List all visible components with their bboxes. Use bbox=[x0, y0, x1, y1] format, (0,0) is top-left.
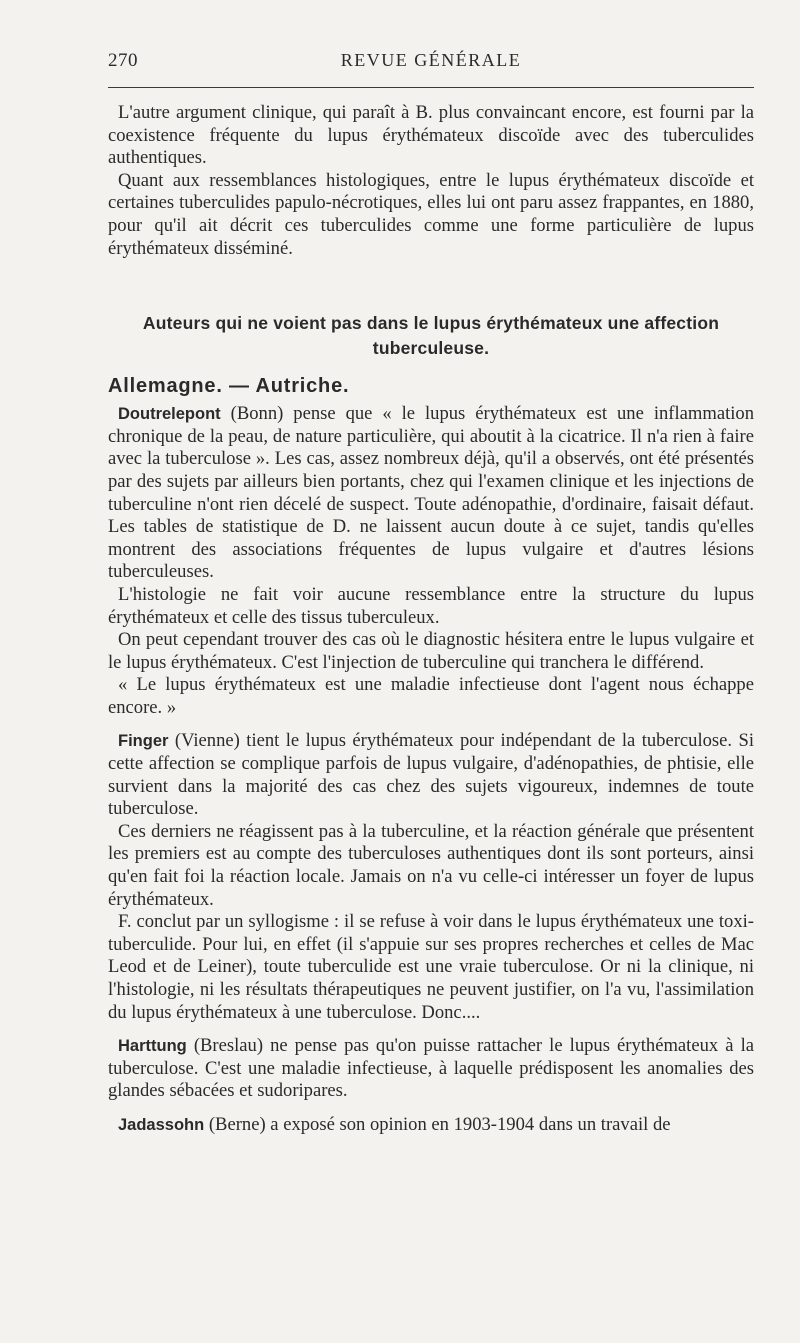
author-name-harttung: Harttung bbox=[118, 1037, 187, 1056]
paragraph-harttung bbox=[108, 1035, 754, 1103]
author-name-doutrelepont: Doutrelepont bbox=[118, 405, 221, 424]
paragraph-doutrelepont-histology: L'histologie ne fait voir aucune ressemblance entre la structure du lupus érythémateux et celle des tissus tuberculeux. bbox=[108, 583, 754, 628]
paragraph-doutrelepont-quote: « Le lupus érythémateux est une maladie infectieuse dont l'agent nous échappe encore. » bbox=[108, 674, 754, 718]
paragraph-jadassohn bbox=[108, 1114, 754, 1137]
author-name-jadassohn: Jadassohn bbox=[118, 1115, 205, 1134]
running-head bbox=[108, 50, 754, 76]
paragraph-doutrelepont-diagnosis: On peut cependant trouver des cas où le diagnostic hésitera entre le lupus vulgaire et le lupus érythémateux. C'est l'injection de tuberculine qui tranchera le différend. bbox=[108, 629, 754, 673]
header-rule bbox=[108, 87, 754, 88]
country-heading: Allemagne. — Autriche. bbox=[108, 375, 350, 398]
doutrelepont-text: (Bonn) pense que « le lupus érythémateux est une inflammation chronique de la peau, de nature particulière, qui aboutit à la cicatrice. Il n'a rien à faire avec la tuberculose ». Les cas, assez nombreux déjà, qu'il a observés, ont été présentés par des sujets par ailleurs bien portants, chez qui l'examen clinique et les injections de tuberculine n'ont rien décelé de suspect. Toute adénopathie, d'ordinaire, faisait défaut. Les tables de statistique de D. ne laissent aucun doute à ce sujet, tandis qu'elles montrent des associations fréquentes de lupus vulgaire et d'autres lésions tuberculeuses. bbox=[108, 403, 754, 583]
body-text bbox=[108, 102, 754, 1137]
jadassohn-text: (Berne) a exposé son opinion en 1903-1904 dans un travail de bbox=[208, 1113, 671, 1135]
paragraph-doutrelepont bbox=[108, 403, 754, 584]
page-number: 270 bbox=[108, 50, 138, 71]
author-name-finger: Finger bbox=[118, 732, 169, 751]
paragraph-finger-tuberculin: Ces derniers ne réagissent pas à la tuberculine, et la réaction générale que présentent les premiers est au compte des tuberculoses authentiques dont ils sont porteurs, ainsi qu'en fait foi la réaction locale. Jamais on n'a vu celle-ci intéresser un foyer de lupus érythémateux. bbox=[108, 820, 754, 910]
paragraph-finger bbox=[108, 730, 754, 820]
harttung-text: (Breslau) ne pense pas qu'on puisse rattacher le lupus érythémateux à la tuberculose. C'est une maladie infectieuse, à laquelle prédisposent les anomalies des glandes sébacées et sudoripares. bbox=[108, 1035, 754, 1102]
section-title: Auteurs qui ne voient pas dans le lupus érythémateux une affection tuberculeuse. bbox=[142, 313, 720, 359]
running-title: REVUE GÉNÉRALE bbox=[340, 50, 522, 70]
paragraph-histological-resemblance: Quant aux ressemblances histologiques, entre le lupus érythémateux discoïde et certaines tuberculides papulo-nécrotiques, elles lui ont paru assez frappantes, en 1880, pour qu'il ait décrit ces tuberculides comme une forme particulière de lupus érythémateux disséminé. bbox=[108, 169, 754, 259]
finger-text: (Vienne) tient le lupus érythémateux pour indépendant de la tuberculose. Si cette affection se complique parfois de lupus vulgaire, d'adénopathies, de phtisie, elle survient dans la majorité des cas chez des sujets vigoureux, indemnes de toute tuberculose. bbox=[108, 730, 755, 820]
paragraph-finger-syllogism: F. conclut par un syllogisme : il se refuse à voir dans le lupus érythémateux une toxi-tuberculide. Pour lui, en effet (il s'appuie sur ses propres recherches et celles de Mac Leod et de Leiner), toute tuberculide est une vraie tuberculose. Or ni la clinique, ni l'histologie, ni les résultats thérapeutiques ne peuvent justifier, on l'a vu, l'assimilation du lupus érythémateux à une tuberculose. Donc.... bbox=[108, 911, 754, 1023]
paragraph-clinical-argument: L'autre argument clinique, qui paraît à B. plus convaincant encore, est fourni par la coexistence fréquente du lupus érythémateux discoïde avec des tuberculides authentiques. bbox=[108, 102, 754, 169]
